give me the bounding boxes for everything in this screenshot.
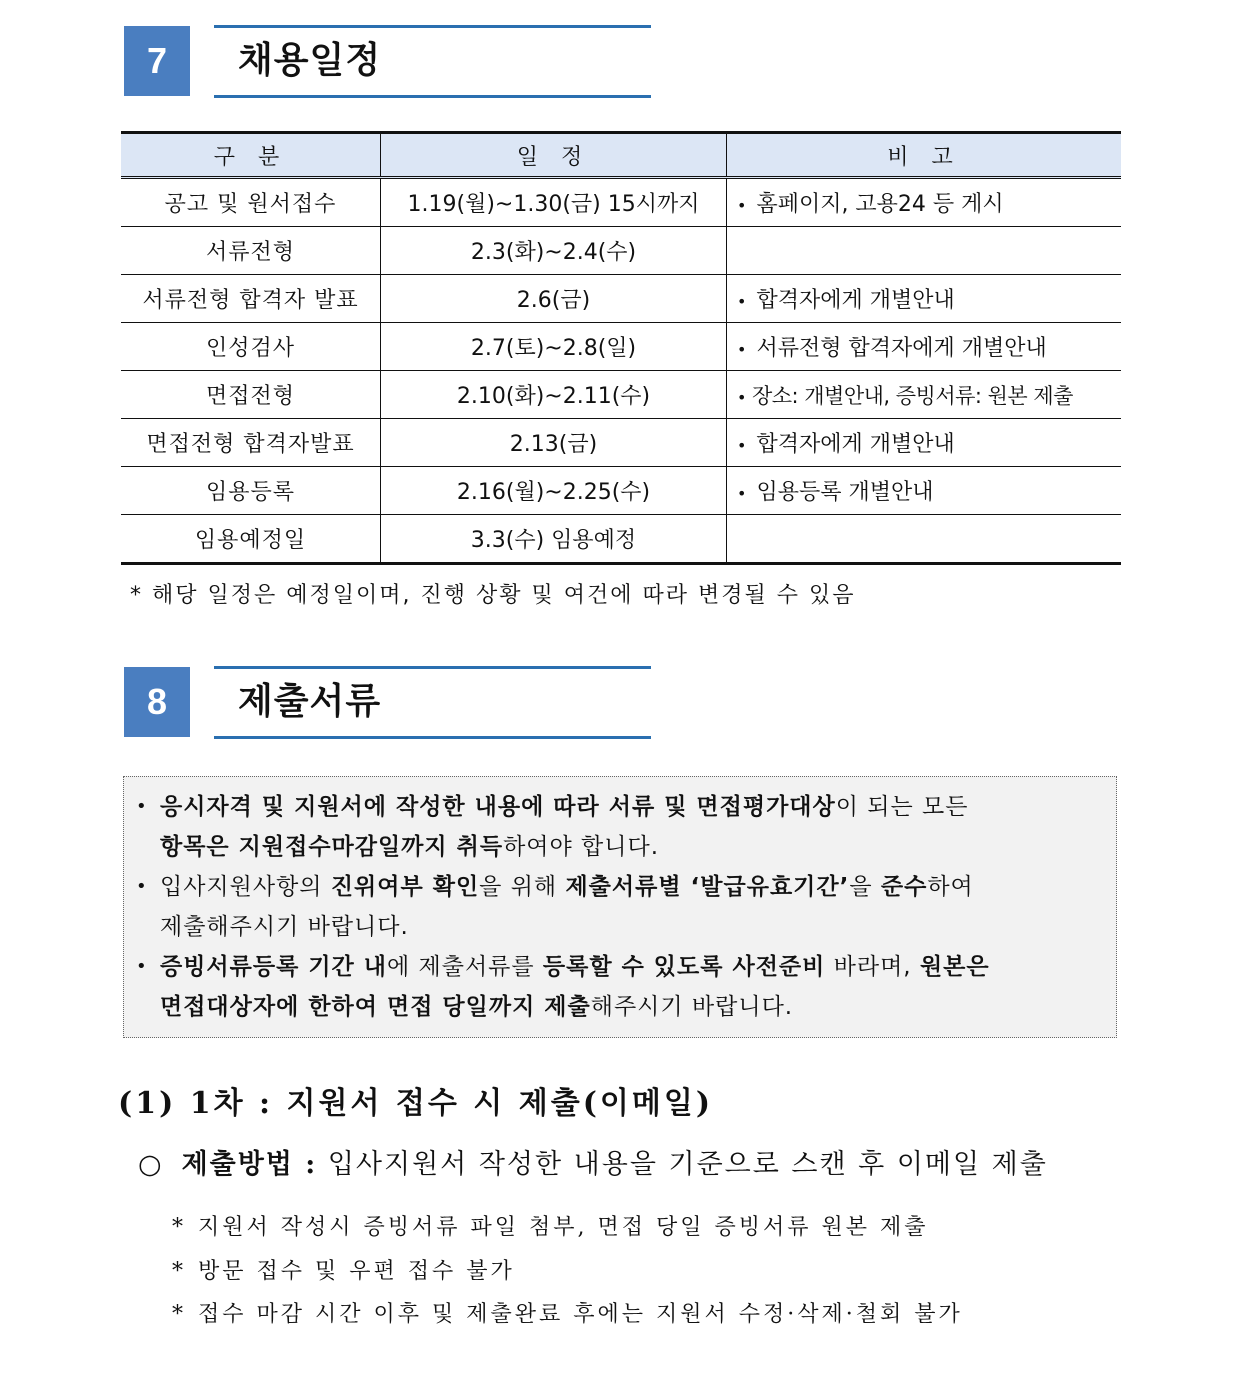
bullet-icon: • — [737, 196, 747, 215]
row-note — [727, 515, 1122, 564]
schedule-footnote: * 해당 일정은 예정일이며, 진행 상황 및 여건에 따라 변경될 수 있음 — [130, 583, 856, 608]
row-item: 면접전형 합격자발표 — [121, 419, 381, 467]
section-number: 8 — [124, 667, 190, 737]
asterisk-icon: * — [172, 1259, 186, 1284]
step-note-text: 방문 접수 및 우편 접수 불가 — [198, 1259, 515, 1284]
notice-box — [123, 776, 1117, 1038]
row-item: 면접전형 — [121, 371, 381, 419]
section-number: 7 — [124, 26, 190, 96]
row-item: 임용예정일 — [121, 515, 381, 564]
row-note — [727, 371, 1122, 419]
section-title: 채용일정 — [238, 40, 382, 81]
row-item: 임용등록 — [121, 467, 381, 515]
notice-item — [136, 787, 1096, 867]
row-date: 2.13(금) — [381, 419, 727, 467]
table-row — [121, 419, 1121, 467]
section-title: 제출서류 — [238, 681, 382, 722]
schedule-table — [121, 131, 1121, 565]
bullet-icon: • — [136, 956, 148, 977]
bullet-icon: • — [737, 484, 747, 503]
row-note-text: 장소: 개별안내, 증빙서류: 원본 제출 — [751, 383, 1073, 408]
table-row — [121, 227, 1121, 275]
row-item: 인성검사 — [121, 323, 381, 371]
step-note-text: 지원서 작성시 증빙서류 파일 첨부, 면접 당일 증빙서류 원본 제출 — [198, 1215, 929, 1240]
row-date: 2.6(금) — [381, 275, 727, 323]
notice-text: 입사지원사항의 진위여부 확인을 위해 제출서류별 ‘발급유효기간’을 준수하여 제출해주시기 바랍니다. — [160, 874, 974, 940]
row-note-text: 합격자에게 개별안내 — [756, 432, 955, 457]
table-row — [121, 275, 1121, 323]
row-note-text: 서류전형 합격자에게 개별안내 — [756, 336, 1047, 361]
table-row — [121, 323, 1121, 371]
notice-text: 증빙서류등록 기간 내에 제출서류를 등록할 수 있도록 사전준비 바라며, 원본은 면접대상자에 한하여 면접 당일까지 제출해주시기 바랍니다. — [160, 954, 990, 1020]
row-date: 2.3(화)~2.4(수) — [381, 227, 727, 275]
notice-item — [136, 867, 1096, 947]
row-date: 1.19(월)~1.30(금) 15시까지 — [381, 178, 727, 227]
method-label: 제출방법 : — [181, 1149, 318, 1180]
notice-text: 응시자격 및 지원서에 작성한 내용에 따라 서류 및 면접평가대상이 되는 모든 항목은 지원접수마감일까지 취득하여야 합니다. — [160, 794, 969, 860]
row-note-text: 합격자에게 개별안내 — [756, 288, 955, 313]
table-row — [121, 467, 1121, 515]
row-item: 공고 및 원서접수 — [121, 178, 381, 227]
submission-method — [138, 1142, 1048, 1181]
bullet-icon: • — [737, 387, 746, 407]
row-note — [727, 178, 1122, 227]
heading-bottom-rule — [214, 736, 651, 739]
table-header-row — [121, 133, 1121, 178]
step-note — [172, 1210, 929, 1241]
heading-top-rule — [214, 25, 651, 28]
row-note — [727, 227, 1122, 275]
row-date: 3.3(수) 임용예정 — [381, 515, 727, 564]
row-date: 2.10(화)~2.11(수) — [381, 371, 727, 419]
asterisk-icon: * — [172, 1302, 186, 1327]
bullet-icon: • — [136, 796, 148, 817]
bullet-icon: • — [737, 436, 747, 455]
heading-bottom-rule — [214, 95, 651, 98]
row-note — [727, 419, 1122, 467]
table-row — [121, 371, 1121, 419]
row-date: 2.7(토)~2.8(일) — [381, 323, 727, 371]
row-note-text: 홈페이지, 고용24 등 게시 — [756, 192, 1004, 217]
row-note — [727, 467, 1122, 515]
row-note-text: 임용등록 개별안내 — [756, 480, 934, 505]
row-item: 서류전형 — [121, 227, 381, 275]
row-date: 2.16(월)~2.25(수) — [381, 467, 727, 515]
header-remarks: 비 고 — [727, 133, 1122, 178]
notice-item — [136, 947, 1096, 1027]
heading-top-rule — [214, 666, 651, 669]
step-note — [172, 1297, 963, 1328]
table-row — [121, 178, 1121, 227]
row-note — [727, 323, 1122, 371]
header-date: 일 정 — [381, 133, 727, 178]
section-8-heading — [124, 667, 654, 739]
table-row — [121, 515, 1121, 564]
step-note — [172, 1254, 515, 1285]
circle-bullet-icon: ○ — [138, 1149, 164, 1180]
asterisk-icon: * — [172, 1215, 186, 1240]
bullet-icon: • — [136, 876, 148, 897]
bullet-icon: • — [737, 340, 747, 359]
step-1-heading: (1) 1차 : 지원서 접수 시 제출(이메일) — [118, 1086, 714, 1121]
row-item: 서류전형 합격자 발표 — [121, 275, 381, 323]
header-category: 구 분 — [121, 133, 381, 178]
step-note-text: 접수 마감 시간 이후 및 제출완료 후에는 지원서 수정·삭제·철회 불가 — [198, 1302, 963, 1327]
row-note — [727, 275, 1122, 323]
method-text: 입사지원서 작성한 내용을 기준으로 스캔 후 이메일 제출 — [317, 1149, 1048, 1180]
section-7-heading — [124, 26, 654, 98]
bullet-icon: • — [737, 292, 747, 311]
